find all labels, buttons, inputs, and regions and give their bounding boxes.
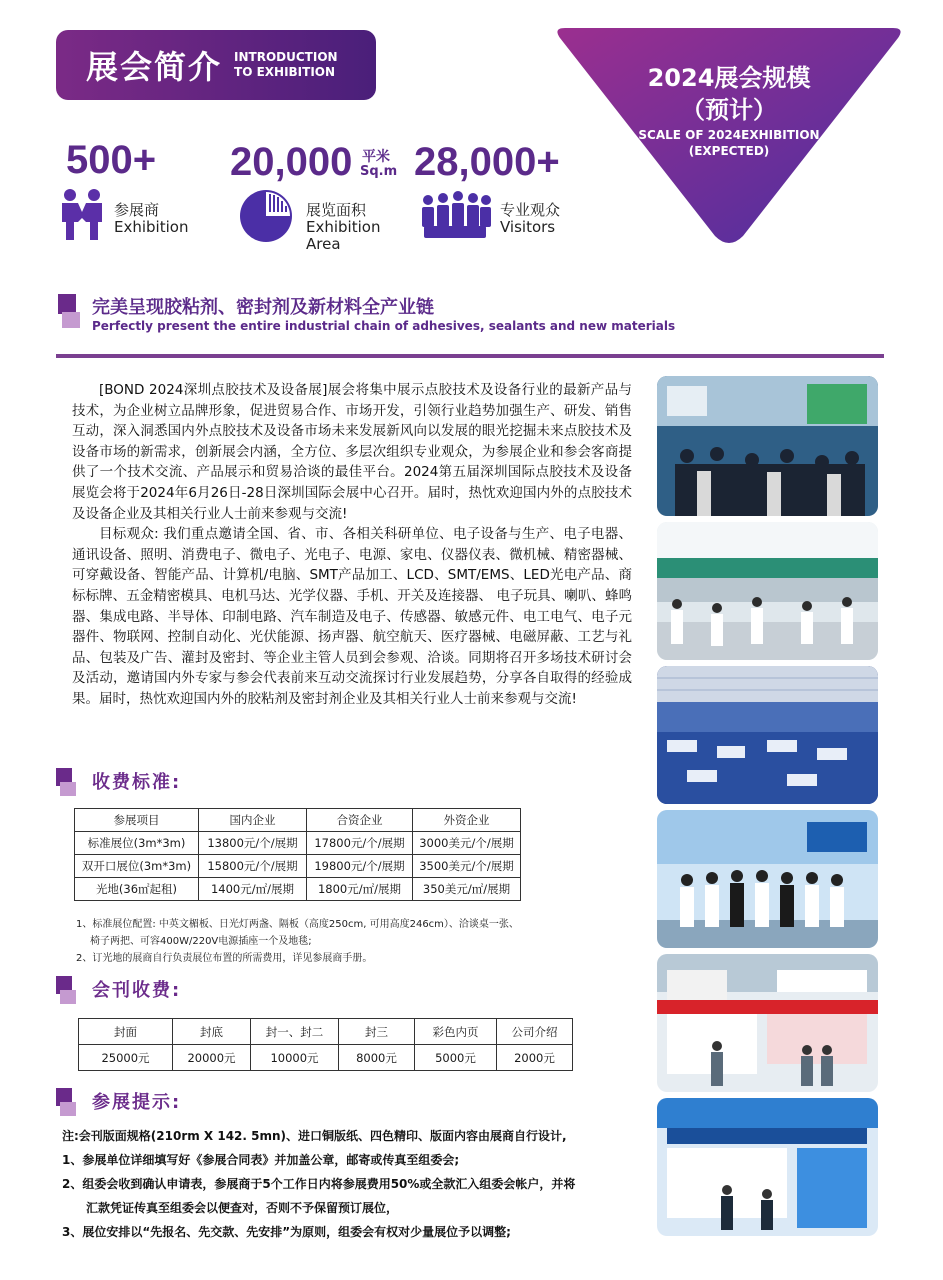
pie-chart-icon <box>238 188 294 248</box>
fees-notes <box>76 916 519 967</box>
fees-cell: 1800元/㎡/展期 <box>307 878 413 901</box>
intro-title-en <box>234 50 338 80</box>
intro-title-en-2: TO EXHIBITION <box>234 65 336 79</box>
fees-table <box>74 808 521 901</box>
fees-note-1-cont: 椅子两把、可容400W/220V电源插座一个及地毯; <box>90 936 312 947</box>
stat-visitors-label-cn: 专业观众 <box>500 201 561 219</box>
fees-cell: 1400元/㎡/展期 <box>199 878 307 901</box>
stat-area-unit-cn: 平米 <box>362 149 390 165</box>
stat-exhibitors-value: 500+ <box>66 138 157 182</box>
scale-title-cn: 2024展会规模 <box>647 64 811 92</box>
fees-cell: 17800元/个/展期 <box>307 832 413 855</box>
scale-title-en: SCALE OF 2024EXHIBITION <box>638 128 820 142</box>
journal-header-cell: 彩色内页 <box>415 1019 497 1045</box>
fees-cell: 标准展位(3m*3m) <box>75 832 199 855</box>
journal-header-cell: 封面 <box>79 1019 173 1045</box>
fees-note-1: 1、标准展位配置: 中英文楣板、日光灯两盏、隔板（高度250cm, 可用高度246cm）、洽谈桌一张、 <box>76 919 519 930</box>
stat-area-label-cn: 展览面积 <box>306 201 367 219</box>
journal-header-cell: 封三 <box>339 1019 415 1045</box>
table-row <box>79 1045 573 1071</box>
tips-line: 汇款凭证传真至组委会以便查对，否则不予保留预订展位， <box>86 1201 399 1215</box>
intro-title-en-1: INTRODUCTION <box>234 50 338 64</box>
stat-exhibitors-label <box>114 202 188 236</box>
stat-exhibitors-label-cn: 参展商 <box>114 201 160 219</box>
fees-cell: 15800元/个/展期 <box>199 855 307 878</box>
fees-section-marker <box>56 768 76 802</box>
handshake-people-icon <box>58 188 106 244</box>
fees-cell: 13800元/个/展期 <box>199 832 307 855</box>
exhibition-photo-1 <box>657 376 878 516</box>
exhibition-photo-3 <box>657 666 878 804</box>
exhibition-photo-2 <box>657 522 878 660</box>
journal-header-row <box>79 1019 573 1045</box>
journal-cell: 8000元 <box>339 1045 415 1071</box>
journal-cell: 25000元 <box>79 1045 173 1071</box>
intro-paragraph-2: 目标观众: 我们重点邀请全国、省、市、各相关科研单位、电子设备与生产、电子电器、通讯设备、照明、消费电子、微电子、光电子、电源、家电、仪器仪表、微机械、精密器械、可穿戴设备、智能产品、计算机/电脑、SMT产品加工、LCD、SMT/EMS、LED光电产品、商标标牌、五金精密模具、电机马达、光学仪器、手机、开关及连接器、 电子玩具、喇叭、蜂鸣器、集成电路、半导体、印制电路、汽车制造及电子、传感器、敏感元件、电工电气、电子元器件、物联网、控制自动化、光伏能源、扬声器、航空航天、医疗器械、电磁屏蔽、工艺与礼品、包装及广告、灌封及密封、等企业主管人员到会参观、洽谈。同期将召开多场技术研讨会及活动，邀请国内外专家与参会代表前来互动交流探讨行业发展趋势，分享各自取得的经验成果。届时，热忱欢迎国内外的胶粘剂及密封剂企业及其相关行业人士前来参观与交流! <box>72 526 632 707</box>
journal-header-cell: 封底 <box>173 1019 251 1045</box>
fees-cell: 3000美元/个/展期 <box>413 832 521 855</box>
tips-section-marker <box>56 1088 76 1122</box>
intro-text <box>72 380 632 710</box>
fees-cell: 双开口展位(3m*3m) <box>75 855 199 878</box>
exhibition-photo-5 <box>657 954 878 1092</box>
fees-header-cell: 外资企业 <box>413 809 521 832</box>
intro-title-box <box>56 30 376 100</box>
scale-subtitle-cn: （预计） <box>681 96 777 124</box>
journal-cell: 2000元 <box>497 1045 573 1071</box>
stat-area-label-en-1: Exhibition <box>306 218 381 236</box>
fees-header-cell: 合资企业 <box>307 809 413 832</box>
stat-area-label-en-2: Area <box>306 235 341 253</box>
scale-subtitle-en: (EXPECTED) <box>688 144 770 158</box>
section-divider <box>56 354 884 358</box>
stat-area-label <box>306 202 380 253</box>
tips-line: 注:会刊版面规格(210rm X 142. 5mn)、进口铜版纸、四色精印、版面内容由展商自行设计, <box>62 1129 567 1143</box>
tips-title: 参展提示: <box>92 1092 182 1113</box>
fees-cell: 19800元/个/展期 <box>307 855 413 878</box>
journal-title: 会刊收费: <box>92 980 182 1001</box>
chain-title-cn: 完美呈现胶粘剂、密封剂及新材料全产业链 <box>92 297 434 318</box>
table-row <box>75 878 521 901</box>
chain-section-marker <box>58 294 80 334</box>
journal-section-marker <box>56 976 76 1010</box>
stat-area-value: 20,000 <box>230 140 353 184</box>
intro-paragraph-1: [BOND 2024深圳点胶技术及设备展]展会将集中展示点胶技术及设备行业的最新产品与技术，为企业树立品牌形象，促进贸易合作、市场开发，引领行业趋势加强生产、研发、销售互动，深入洞悉国内外点胶技术及设备市场未来发展新风向以发展的眼光挖掘未来点胶技术及设备市场的新需求，创新展会内涵，全方位、多层次组织专业观众，为参展企业和参会客商提供了一个技术交流、产品展示和贸易洽谈的最佳平台。2024第五届深圳国际点胶技术及设备展览会将于2024年6月26日-28日深圳国际会展中心召开。届时，热忱欢迎国内外的点胶技术及设备企业及其相关行业人士前来参观与交流! <box>72 382 632 522</box>
tips-line: 1、参展单位详细填写好《参展合同表》并加盖公章，邮寄或传真至组委会; <box>62 1153 460 1167</box>
fees-cell: 350美元/㎡/展期 <box>413 878 521 901</box>
tips-line: 2、组委会收到确认申请表，参展商于5个工作日内将参展费用50%或全款汇入组委会帐户，并将 <box>62 1177 576 1191</box>
stat-exhibitors-label-en: Exhibition <box>114 218 189 236</box>
stat-area-unit-en: Sq.m <box>360 164 398 179</box>
journal-header-cell: 公司介绍 <box>497 1019 573 1045</box>
intro-title-cn: 展会简介 <box>86 48 223 86</box>
journal-header-cell: 封一、封二 <box>251 1019 339 1045</box>
stat-visitors-value: 28,000+ <box>414 140 560 184</box>
exhibition-photo-4 <box>657 810 878 948</box>
journal-cell: 20000元 <box>173 1045 251 1071</box>
fees-cell: 光地(36㎡起租) <box>75 878 199 901</box>
fees-header-cell: 参展项目 <box>75 809 199 832</box>
fees-title: 收费标准: <box>92 772 182 793</box>
journal-table <box>78 1018 573 1071</box>
stat-visitors-label-en: Visitors <box>500 218 556 236</box>
table-row <box>75 832 521 855</box>
fees-header-cell: 国内企业 <box>199 809 307 832</box>
exhibition-photo-6 <box>657 1098 878 1236</box>
journal-cell: 10000元 <box>251 1045 339 1071</box>
fees-cell: 3500美元/个/展期 <box>413 855 521 878</box>
stat-visitors-label <box>500 202 560 236</box>
table-row <box>75 855 521 878</box>
fees-note-2: 2、订光地的展商自行负责展位布置的所需费用，详见参展商手册。 <box>76 953 373 964</box>
journal-cell: 5000元 <box>415 1045 497 1071</box>
fees-header-row <box>75 809 521 832</box>
crowd-icon <box>418 190 492 244</box>
chain-title-en: Perfectly present the entire industrial chain of adhesives, sealants and new materials <box>92 319 676 333</box>
scale-banner <box>553 28 905 244</box>
tips-line: 3、展位安排以“先报名、先交款、先安排”为原则，组委会有权对少量展位予以调整; <box>62 1225 511 1239</box>
tips-list <box>62 1124 642 1244</box>
